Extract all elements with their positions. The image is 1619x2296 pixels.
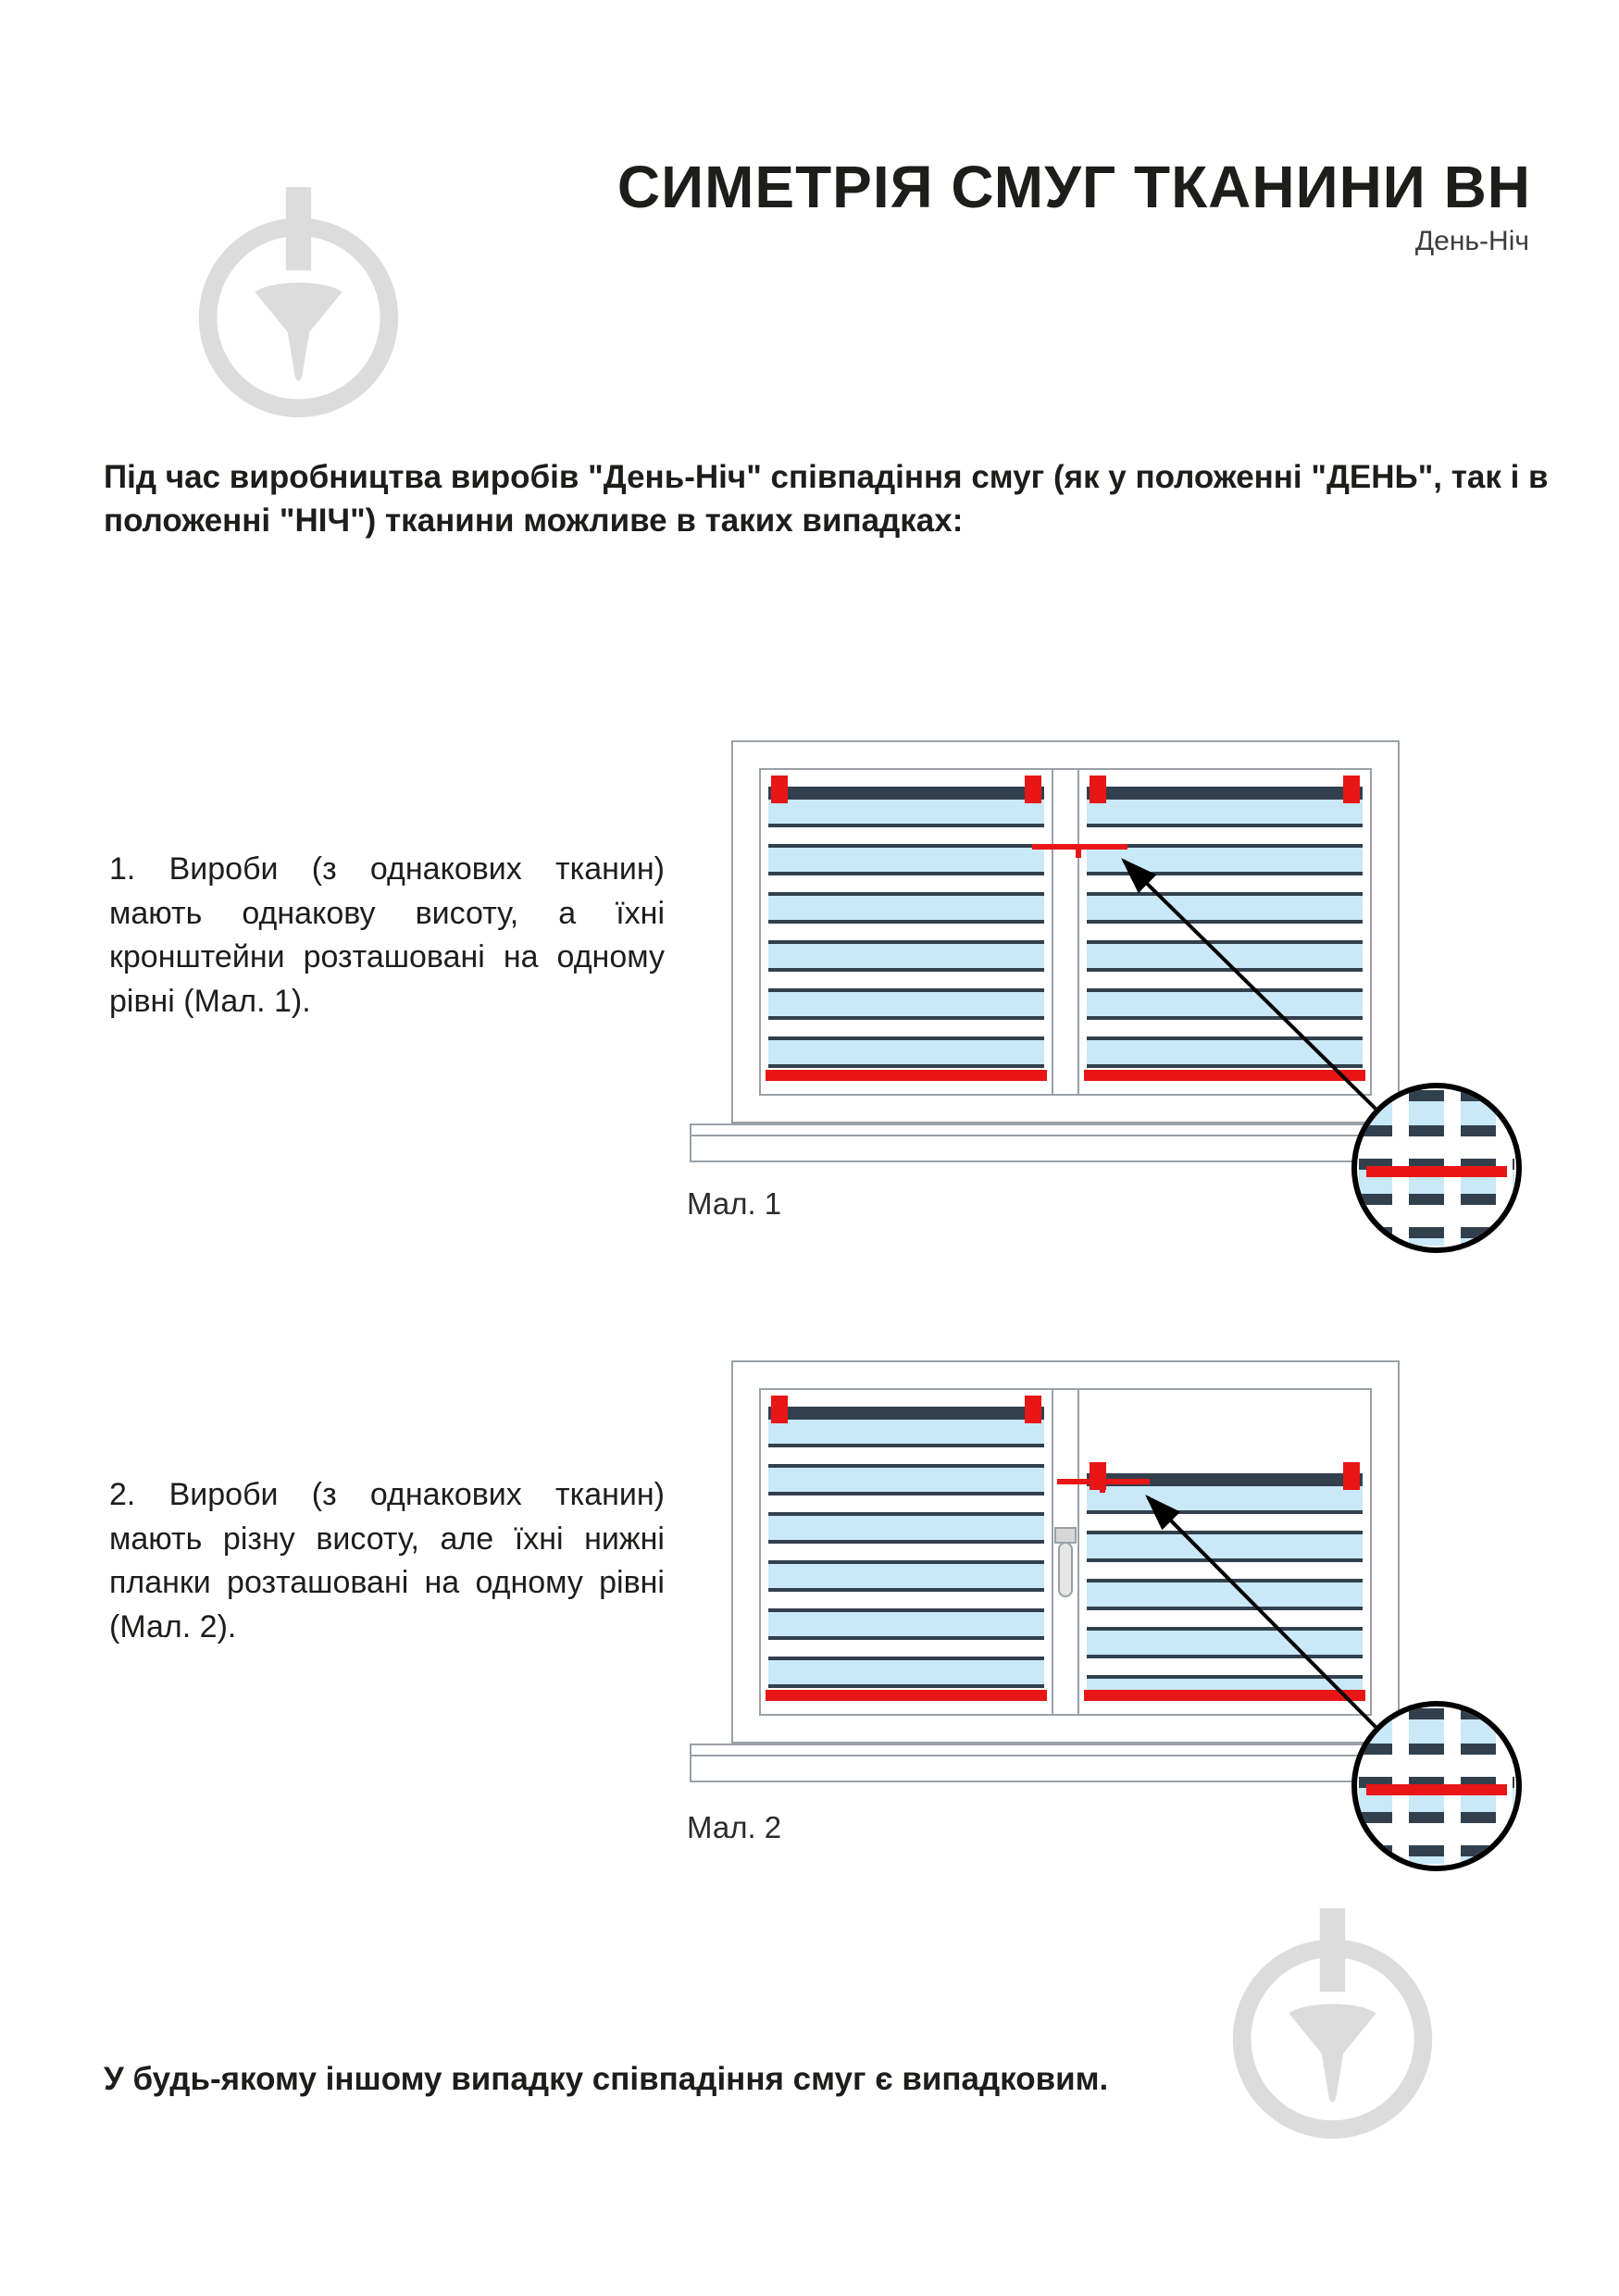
- roller-blind: [768, 776, 1044, 1081]
- bracket-icon: [1343, 776, 1360, 803]
- window-frame-inner: [759, 768, 1372, 1096]
- roller-blind: [1087, 1462, 1363, 1701]
- bottom-slat: [1084, 1690, 1365, 1701]
- bracket-icon: [1025, 776, 1041, 803]
- day-night-fabric: [768, 1407, 1044, 1690]
- bottom-slat: [766, 1690, 1047, 1701]
- window-pane-right: [1079, 770, 1370, 1094]
- roller-blind: [1087, 776, 1363, 1081]
- stripe-alignment-marker: [1032, 844, 1127, 850]
- zoom-detail-circle: [1351, 1083, 1522, 1253]
- window-sill: [690, 1744, 1421, 1782]
- alignment-line: [1366, 1784, 1507, 1795]
- intro-paragraph: Під час виробництва виробів "День-Ніч" співпадіння смуг (як у положенні "ДЕНЬ", так і в положенні "НІЧ") тканини можливе в таких випадках:: [104, 459, 1549, 539]
- case-1-text: 1. Вироби (з однакових тканин) мають однакову висоту, а їхні кронштейни розташовані на одному рівні (Мал. 1).: [109, 851, 665, 1019]
- day-night-fabric: [768, 787, 1044, 1070]
- zoom-detail-circle: [1351, 1701, 1522, 1871]
- window-pane-right: [1079, 1390, 1370, 1714]
- bottom-slat: [1084, 1070, 1365, 1081]
- brand-watermark-icon: [190, 180, 407, 426]
- window-frame-inner: [759, 1388, 1372, 1716]
- window-sill: [690, 1123, 1421, 1162]
- stripe-alignment-marker: [1057, 1479, 1150, 1484]
- window-handle-icon: [1058, 1542, 1073, 1597]
- window-mullion: [1052, 770, 1079, 1094]
- window-mullion: [1052, 1390, 1079, 1714]
- alignment-line: [1366, 1166, 1507, 1177]
- bracket-icon: [1090, 776, 1106, 803]
- brand-watermark-icon: [1224, 1902, 1441, 2147]
- page-subtitle: День-Ніч: [1414, 226, 1529, 256]
- figure-1-caption: Мал. 1: [687, 1186, 782, 1221]
- window-pane-left: [761, 1390, 1052, 1714]
- bottom-slat: [766, 1070, 1047, 1081]
- page-title: СИМЕТРІЯ СМУГ ТКАНИНИ ВН: [616, 153, 1531, 220]
- bracket-icon: [771, 776, 788, 803]
- footer-note: У будь-якому іншому випадку співпадіння смуг є випадковим.: [104, 2061, 1109, 2097]
- day-night-fabric: [1087, 787, 1363, 1070]
- case-2-text: 2. Вироби (з однакових тканин) мають різну висоту, але їхні нижні планки розташовані на одному рівні (Мал. 2).: [109, 1477, 665, 1644]
- window-pane-left: [761, 770, 1052, 1094]
- roller-blind: [768, 1396, 1044, 1701]
- day-night-fabric: [1087, 1473, 1363, 1690]
- bracket-icon: [771, 1396, 788, 1423]
- bracket-icon: [1343, 1462, 1360, 1490]
- figure-2-window-illustration: [731, 1360, 1400, 1744]
- figure-2-caption: Мал. 2: [687, 1810, 782, 1844]
- bracket-icon: [1025, 1396, 1041, 1423]
- figure-1-window-illustration: [731, 740, 1400, 1123]
